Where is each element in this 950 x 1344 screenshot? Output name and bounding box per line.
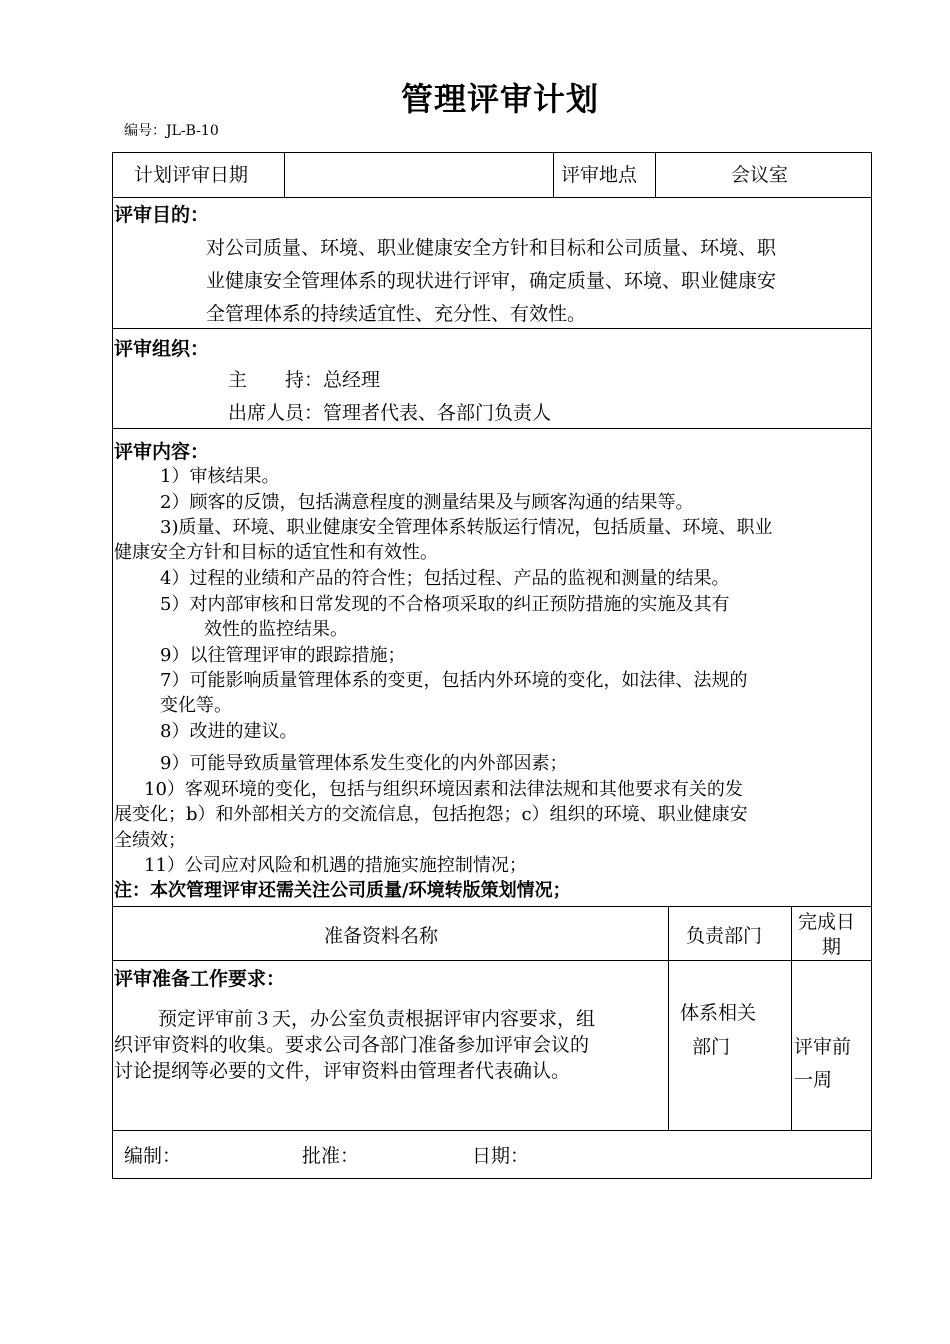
prep-requirements-line: 预定评审前３天，办公室负责根据评审内容要求，组 (158, 1008, 596, 1030)
footer-date-label: 日期： (472, 1145, 530, 1167)
grid-line (112, 1178, 872, 1179)
content-line: 健康安全方针和目标的适宜性和有效性。 (114, 542, 438, 563)
grid-line (791, 906, 792, 1130)
prep-name-header: 准备资料名称 (324, 925, 439, 947)
page-title: 管理评审计划 (400, 80, 599, 118)
footer-compiled-label: 编制： (124, 1145, 182, 1167)
content-line: 变化等。 (160, 695, 232, 716)
content-line: 全绩效； (114, 830, 186, 851)
prep-requirements-line: 讨论提纲等必要的文件，评审资料由管理者代表确认。 (114, 1060, 571, 1082)
organization-attendees: 出席人员：管理者代表、各部门负责人 (228, 402, 552, 424)
content-line: 10）客观环境的变化，包括与组织环境因素和法律法规和其他要求有关的发 (144, 779, 743, 800)
content-heading: 评审内容： (114, 441, 210, 463)
content-line: 展变化；b）和外部相关方的交流信息，包括抱怨；c）组织的环境、职业健康安 (114, 804, 748, 825)
content-line: 1）审核结果。 (160, 466, 280, 487)
purpose-line: 全管理体系的持续适宜性、充分性、有效性。 (206, 303, 587, 325)
content-line: 11）公司应对风险和机遇的措施实施控制情况； (144, 855, 527, 876)
prep-requirements-heading: 评审准备工作要求： (114, 968, 286, 990)
document-number: 编号：JL-B-10 (124, 123, 219, 139)
prep-dept-value-line2: 部门 (692, 1036, 731, 1058)
content-line: 9）可能导致质量管理体系发生变化的内外部因素； (160, 753, 568, 774)
content-line: 8）改进的建议。 (160, 721, 298, 742)
review-date-label: 计划评审日期 (134, 164, 249, 186)
organization-host: 主 持：总经理 (228, 369, 381, 391)
grid-line (112, 328, 872, 329)
content-line: 4）过程的业绩和产品的符合性；包括过程、产品的监视和测量的结果。 (160, 568, 730, 589)
content-line: 2）顾客的反馈，包括满意程度的测量结果及与顾客沟通的结果等。 (160, 492, 694, 513)
footer-approved-label: 批准： (302, 1145, 360, 1167)
grid-line (553, 152, 554, 197)
purpose-line: 对公司质量、环境、职业健康安全方针和目标和公司质量、环境、职 (206, 237, 777, 259)
prep-due-value-line2: 一周 (794, 1069, 833, 1091)
prep-due-header-line1: 完成日 (798, 911, 856, 933)
grid-line (112, 960, 872, 961)
grid-line (112, 428, 872, 429)
content-note: 注：本次管理评审还需关注公司质量/环境转版策划情况； (114, 880, 571, 901)
content-line: 9）以往管理评审的跟踪措施； (160, 645, 406, 666)
grid-line (112, 906, 872, 907)
organization-heading: 评审组织： (114, 338, 210, 360)
purpose-line: 业健康安全管理体系的现状进行评审，确定质量、环境、职业健康安 (206, 270, 777, 292)
prep-due-header-line2: 期 (822, 936, 842, 958)
grid-line (112, 1130, 872, 1131)
grid-line (112, 152, 872, 153)
content-line: 3)质量、环境、职业健康安全管理体系转版运行情况，包括质量、环境、职业 (160, 517, 773, 538)
prep-due-value-line1: 评审前 (794, 1036, 852, 1058)
review-place-label: 评审地点 (561, 164, 638, 186)
grid-line (668, 906, 669, 1130)
prep-dept-header: 负责部门 (686, 925, 763, 947)
grid-line (112, 197, 872, 198)
prep-dept-value-line1: 体系相关 (680, 1002, 757, 1024)
content-line: 5）对内部审核和日常发现的不合格项采取的纠正预防措施的实施及其有 (160, 594, 730, 615)
grid-line (655, 152, 656, 197)
prep-requirements-line: 织评审资料的收集。要求公司各部门准备参加评审会议的 (114, 1034, 590, 1056)
purpose-heading: 评审目的： (114, 204, 210, 226)
content-line: 7）可能影响质量管理体系的变更，包括内外环境的变化，如法律、法规的 (160, 670, 748, 691)
grid-line (284, 152, 285, 197)
content-line: 效性的监控结果。 (204, 619, 348, 640)
grid-line (112, 152, 113, 1179)
review-place-value: 会议室 (731, 164, 789, 186)
grid-line (871, 152, 872, 1179)
